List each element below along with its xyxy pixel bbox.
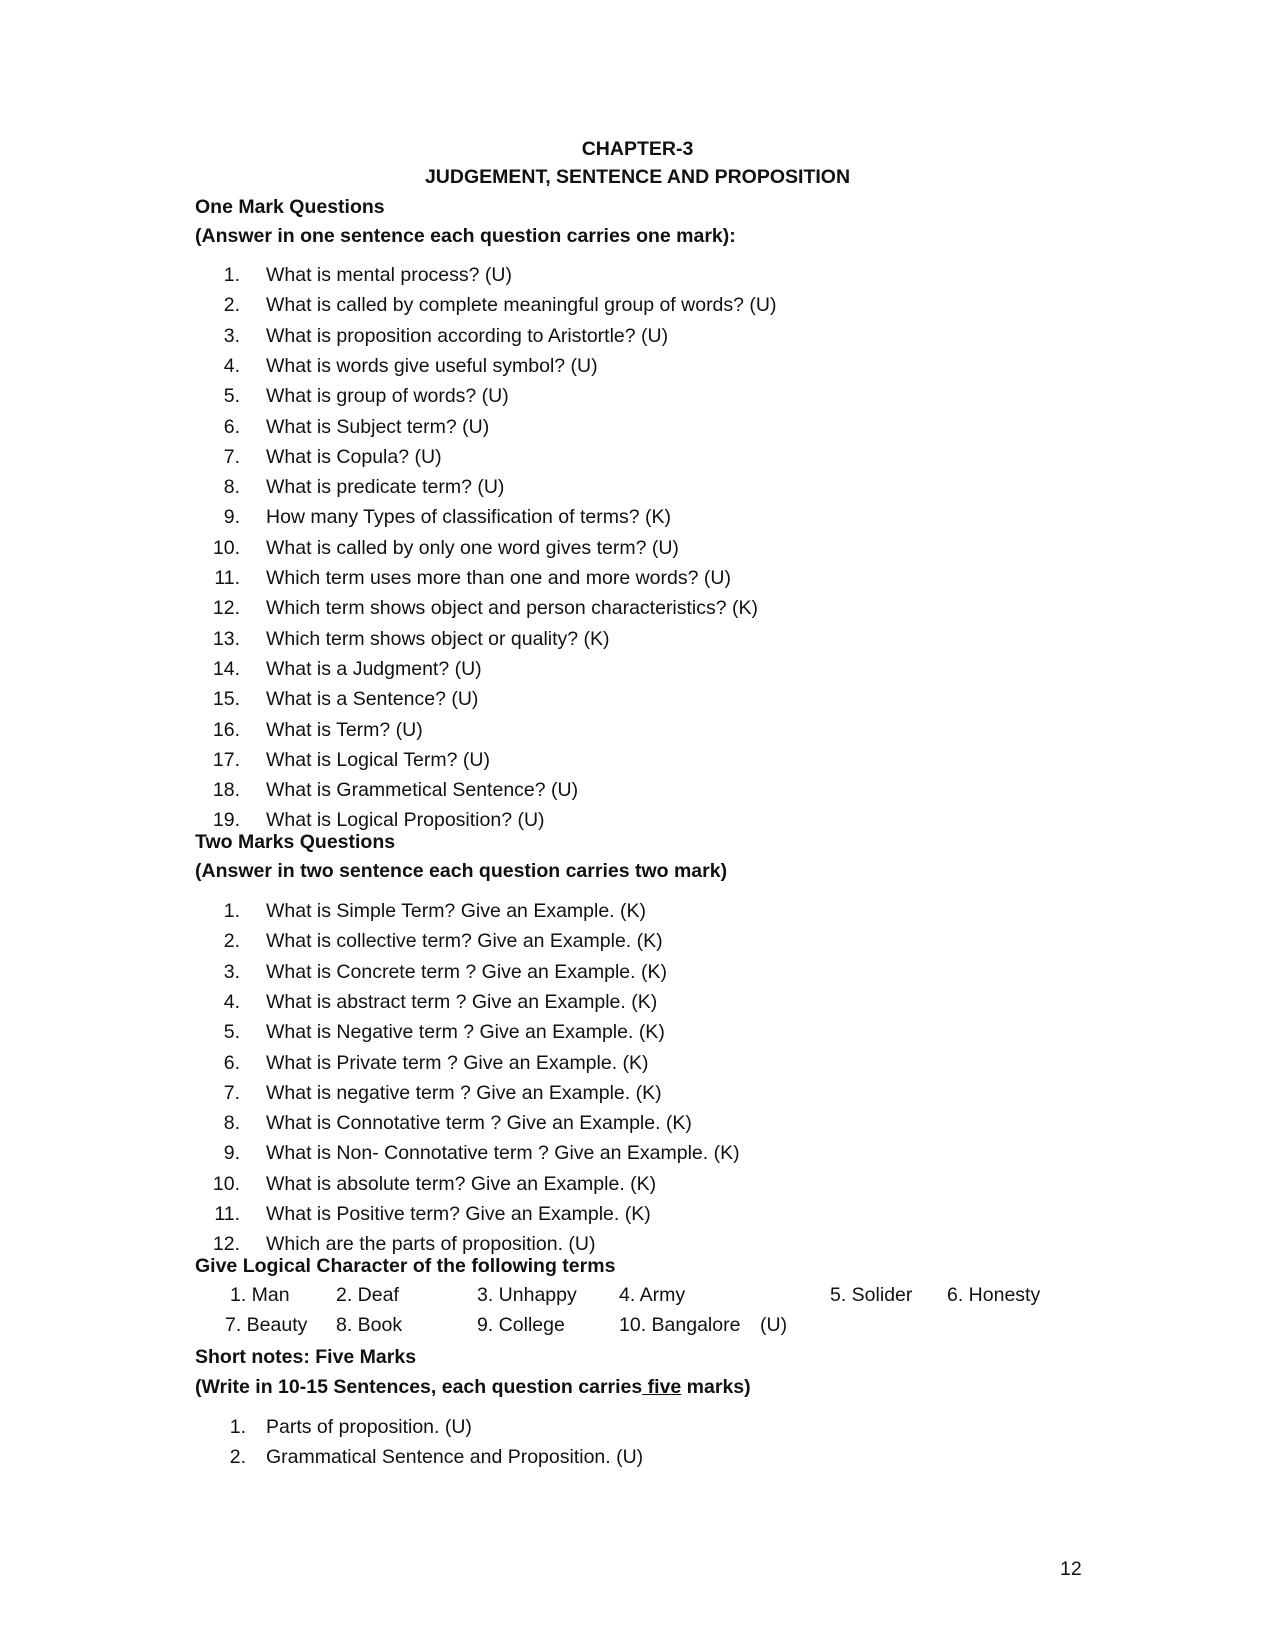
item-number: 13. [212, 627, 240, 650]
item-question: What is Copula? (U) [266, 445, 442, 468]
logical-character-term: 8. Book [336, 1314, 403, 1336]
item-question: What is Positive term? Give an Example. (K) [266, 1203, 651, 1225]
one-mark-instruction: (Answer in one sentence each question carries one mark): [195, 225, 736, 247]
item-number: 7. [223, 445, 240, 468]
logical-character-term: 5. Solider [830, 1284, 913, 1306]
item-number: 10. [212, 536, 240, 559]
item-number: 6. [223, 1051, 240, 1074]
item-question: What is Grammetical Sentence? (U) [266, 779, 579, 802]
item-number: 15. [212, 688, 240, 711]
item-number: 2. [223, 294, 240, 317]
short-notes-instruction [195, 1376, 751, 1399]
item-number: 2. [223, 930, 240, 953]
logical-character-term: 3. Unhappy [477, 1284, 577, 1306]
item-number: 5. [223, 1021, 240, 1044]
item-number: 4. [223, 354, 240, 377]
item-number: 3. [223, 960, 240, 983]
item-question: How many Types of classification of terms? (K) [266, 506, 671, 529]
item-question: What is proposition according to Aristortle? (U) [266, 324, 669, 347]
item-question: What is Simple Term? Give an Example. (K) [266, 900, 647, 922]
item-question: What is Non- Connotative term ? Give an Example. (K) [266, 1142, 740, 1165]
item-question: Which term shows object and person characteristics? (K) [266, 597, 759, 620]
item-number: 9. [223, 1142, 240, 1165]
instruction-underlined-text: five [642, 1376, 682, 1398]
item-number: 1. [223, 264, 240, 286]
item-number: 8. [223, 476, 240, 499]
logical-character-term: 7. Beauty [225, 1314, 308, 1336]
item-question: What is Concrete term ? Give an Example. (K) [266, 960, 667, 983]
item-number: 10. [212, 1172, 240, 1195]
item-question: What is a Judgment? (U) [266, 657, 482, 680]
item-question: What is called by only one word gives term? (U) [266, 536, 679, 559]
item-question: What is Negative term ? Give an Example. (K) [266, 1021, 665, 1044]
item-number: 4. [223, 990, 240, 1013]
item-question: What is Logical Proposition? (U) [266, 809, 545, 832]
item-number: 1. [223, 900, 240, 922]
item-number: 11. [214, 567, 240, 589]
chapter-label: CHAPTER-3 [581, 138, 694, 160]
two-marks-heading: Two Marks Questions [195, 831, 396, 853]
instruction-text-end: marks) [681, 1376, 751, 1398]
item-number: 14. [212, 657, 240, 680]
item-question: What is collective term? Give an Example. (K) [266, 930, 663, 953]
two-marks-instruction: (Answer in two sentence each question carries two mark) [195, 860, 728, 882]
instruction-text: (Write in 10-15 Sentences, each question carries [195, 1376, 643, 1398]
one-mark-heading: One Mark Questions [195, 196, 385, 218]
item-question: What is mental process? (U) [266, 264, 512, 286]
logical-character-term: (U) [760, 1314, 788, 1336]
item-question: What is abstract term ? Give an Example. (K) [266, 990, 658, 1013]
logical-character-term: 6. Honesty [947, 1284, 1041, 1306]
short-notes-heading: Short notes: Five Marks [195, 1346, 417, 1368]
item-number: 12. [212, 597, 240, 620]
logical-character-term: 9. College [477, 1314, 565, 1336]
item-number: 7. [223, 1081, 240, 1104]
item-number: 8. [223, 1112, 240, 1135]
item-number: 18. [212, 779, 240, 802]
item-question: What is Logical Term? (U) [266, 748, 490, 771]
item-number: 11. [214, 1203, 240, 1225]
item-number: 5. [223, 385, 240, 408]
item-question: What is negative term ? Give an Example. (K) [266, 1081, 662, 1104]
item-number: 6. [223, 415, 240, 438]
item-question: Grammatical Sentence and Proposition. (U) [266, 1446, 644, 1468]
item-question: Which term shows object or quality? (K) [266, 627, 610, 650]
logical-character-heading: Give Logical Character of the following terms [195, 1255, 616, 1277]
item-number: 1. [229, 1416, 246, 1438]
item-number: 16. [212, 718, 240, 741]
item-question: What is words give useful symbol? (U) [266, 354, 598, 377]
item-number: 2. [229, 1446, 246, 1468]
item-question: Which are the parts of proposition. (U) [266, 1233, 596, 1256]
item-question: What is Term? (U) [266, 718, 423, 741]
chapter-title: JUDGEMENT, SENTENCE AND PROPOSITION [424, 166, 851, 188]
item-number: 17. [212, 748, 240, 771]
page-number: 12 [1060, 1558, 1082, 1580]
item-question: What is called by complete meaningful group of words? (U) [266, 294, 777, 317]
item-question: What is absolute term? Give an Example. (K) [266, 1172, 657, 1195]
item-question: What is Subject term? (U) [266, 415, 490, 438]
item-question: What is Connotative term ? Give an Example. (K) [266, 1112, 692, 1135]
item-question: What is predicate term? (U) [266, 476, 505, 499]
logical-character-term: 1. Man [230, 1284, 290, 1306]
logical-character-term: 4. Army [619, 1284, 686, 1306]
item-number: 9. [223, 506, 240, 529]
logical-character-term: 10. Bangalore [619, 1314, 741, 1336]
item-question: What is group of words? (U) [266, 385, 509, 408]
item-question: What is a Sentence? (U) [266, 688, 479, 711]
logical-character-term: 2. Deaf [336, 1284, 399, 1306]
item-question: What is Private term ? Give an Example. (K) [266, 1051, 649, 1074]
item-number: 3. [223, 324, 240, 347]
item-question: Parts of proposition. (U) [266, 1416, 472, 1438]
item-question: Which term uses more than one and more words? (U) [266, 567, 731, 589]
item-number: 19. [212, 809, 240, 832]
item-number: 12. [212, 1233, 240, 1256]
